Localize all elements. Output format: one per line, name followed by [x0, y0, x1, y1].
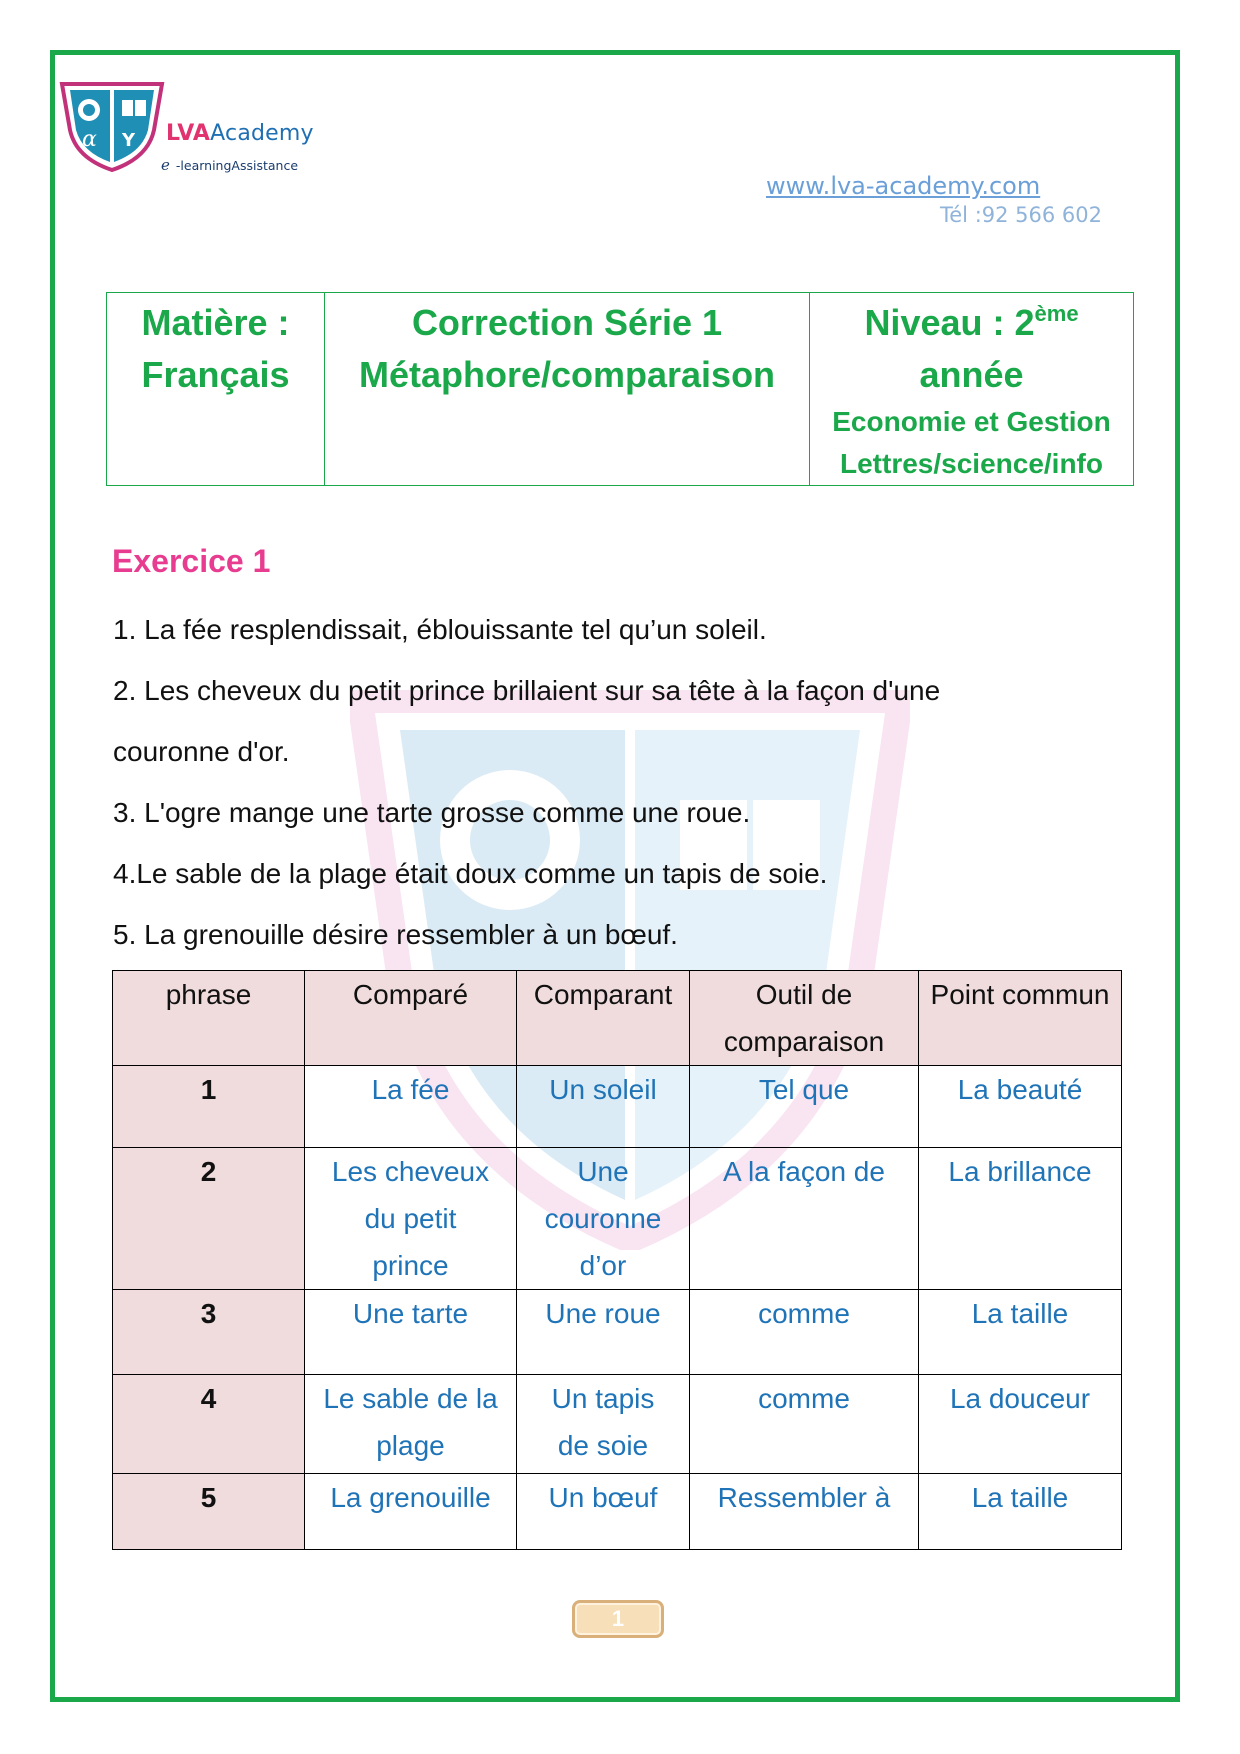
subject-label: Matière : — [141, 302, 290, 343]
page-number: 1 — [572, 1600, 664, 1638]
compare-cell: La fée — [305, 1066, 517, 1148]
sentence-1: 1. La fée resplendissait, éblouissante tel qu’un soleil. — [113, 614, 767, 645]
header-comparant: Comparant — [517, 971, 690, 1066]
table-header-row — [113, 971, 1122, 1066]
sentence-2: 2. Les cheveux du petit prince brillaient sur sa tête à la façon d'une — [113, 675, 941, 706]
table-row — [113, 1375, 1122, 1474]
level-year: année — [919, 354, 1024, 395]
comparant-cell: Une couronne d’or — [517, 1148, 690, 1290]
tagline-text: -learningAssistance — [175, 158, 299, 173]
level-section2: Lettres/science/info — [840, 448, 1103, 479]
comparant-cell: Une roue — [517, 1290, 690, 1375]
sentence-4: 4.Le sable de la plage était doux comme un tapis de soie. — [113, 858, 828, 889]
compare-cell: Les cheveux du petit prince — [305, 1148, 517, 1290]
comparant-cell: Un soleil — [517, 1066, 690, 1148]
website-link[interactable]: www.lva-academy.com — [766, 172, 1041, 200]
exercise-sentences — [113, 612, 1113, 978]
compare-cell: La grenouille — [305, 1474, 517, 1550]
compare-cell: Une tarte — [305, 1290, 517, 1375]
sentence-2-continued: couronne d'or. — [113, 736, 290, 767]
table-row — [113, 1290, 1122, 1375]
title-line1: Correction Série 1 — [411, 302, 723, 343]
outil-cell: comme — [690, 1290, 919, 1375]
compare-cell: Le sable de la plage — [305, 1375, 517, 1474]
comparant-cell: Un bœuf — [517, 1474, 690, 1550]
sentence-5: 5. La grenouille désire ressembler à un bœuf. — [113, 919, 678, 950]
row-number: 1 — [113, 1066, 305, 1148]
brand-name-part2: Academy — [210, 121, 314, 146]
subject-cell — [107, 293, 325, 486]
comparant-cell: Un tapis de soie — [517, 1375, 690, 1474]
point-commun-cell: La beauté — [919, 1066, 1122, 1148]
point-commun-cell: La taille — [919, 1474, 1122, 1550]
point-commun-cell: La douceur — [919, 1375, 1122, 1474]
title-cell — [325, 293, 810, 486]
phone-number: Tél :92 566 602 — [940, 203, 1103, 227]
outil-cell: Ressembler à — [690, 1474, 919, 1550]
brand-name — [166, 121, 314, 146]
table-row — [113, 1148, 1122, 1290]
row-number: 2 — [113, 1148, 305, 1290]
level-cell — [810, 293, 1134, 486]
svg-text:Y: Y — [122, 130, 136, 151]
point-commun-cell: La brillance — [919, 1148, 1122, 1290]
header-table — [106, 292, 1134, 486]
level-label-text: Niveau : 2 — [864, 302, 1035, 343]
row-number: 4 — [113, 1375, 305, 1474]
row-number: 5 — [113, 1474, 305, 1550]
table-row — [113, 1066, 1122, 1148]
tagline-e: e — [161, 156, 170, 174]
exercise-title: Exercice 1 — [112, 543, 271, 579]
header-compare: Comparé — [305, 971, 517, 1066]
subject-value: Français — [141, 354, 290, 395]
header-phrase: phrase — [113, 971, 305, 1066]
outil-cell: comme — [690, 1375, 919, 1474]
header-point-commun: Point commun — [919, 971, 1122, 1066]
brand-tagline — [161, 156, 298, 174]
brand-name-part1: LVA — [166, 121, 211, 146]
outil-cell: Tel que — [690, 1066, 919, 1148]
lva-academy-logo — [58, 80, 166, 172]
comparison-table — [112, 970, 1122, 1550]
table-row — [113, 1474, 1122, 1550]
header-outil: Outil de comparaison — [690, 971, 919, 1066]
level-label — [810, 297, 1133, 349]
outil-cell: A la façon de — [690, 1148, 919, 1290]
level-superscript: ème — [1034, 301, 1079, 326]
title-line2: Métaphore/comparaison — [358, 354, 776, 395]
level-section1: Economie et Gestion — [832, 406, 1111, 437]
svg-text:α: α — [82, 127, 97, 152]
sentence-3: 3. L'ogre mange une tarte grosse comme une roue. — [113, 797, 751, 828]
point-commun-cell: La taille — [919, 1290, 1122, 1375]
row-number: 3 — [113, 1290, 305, 1375]
